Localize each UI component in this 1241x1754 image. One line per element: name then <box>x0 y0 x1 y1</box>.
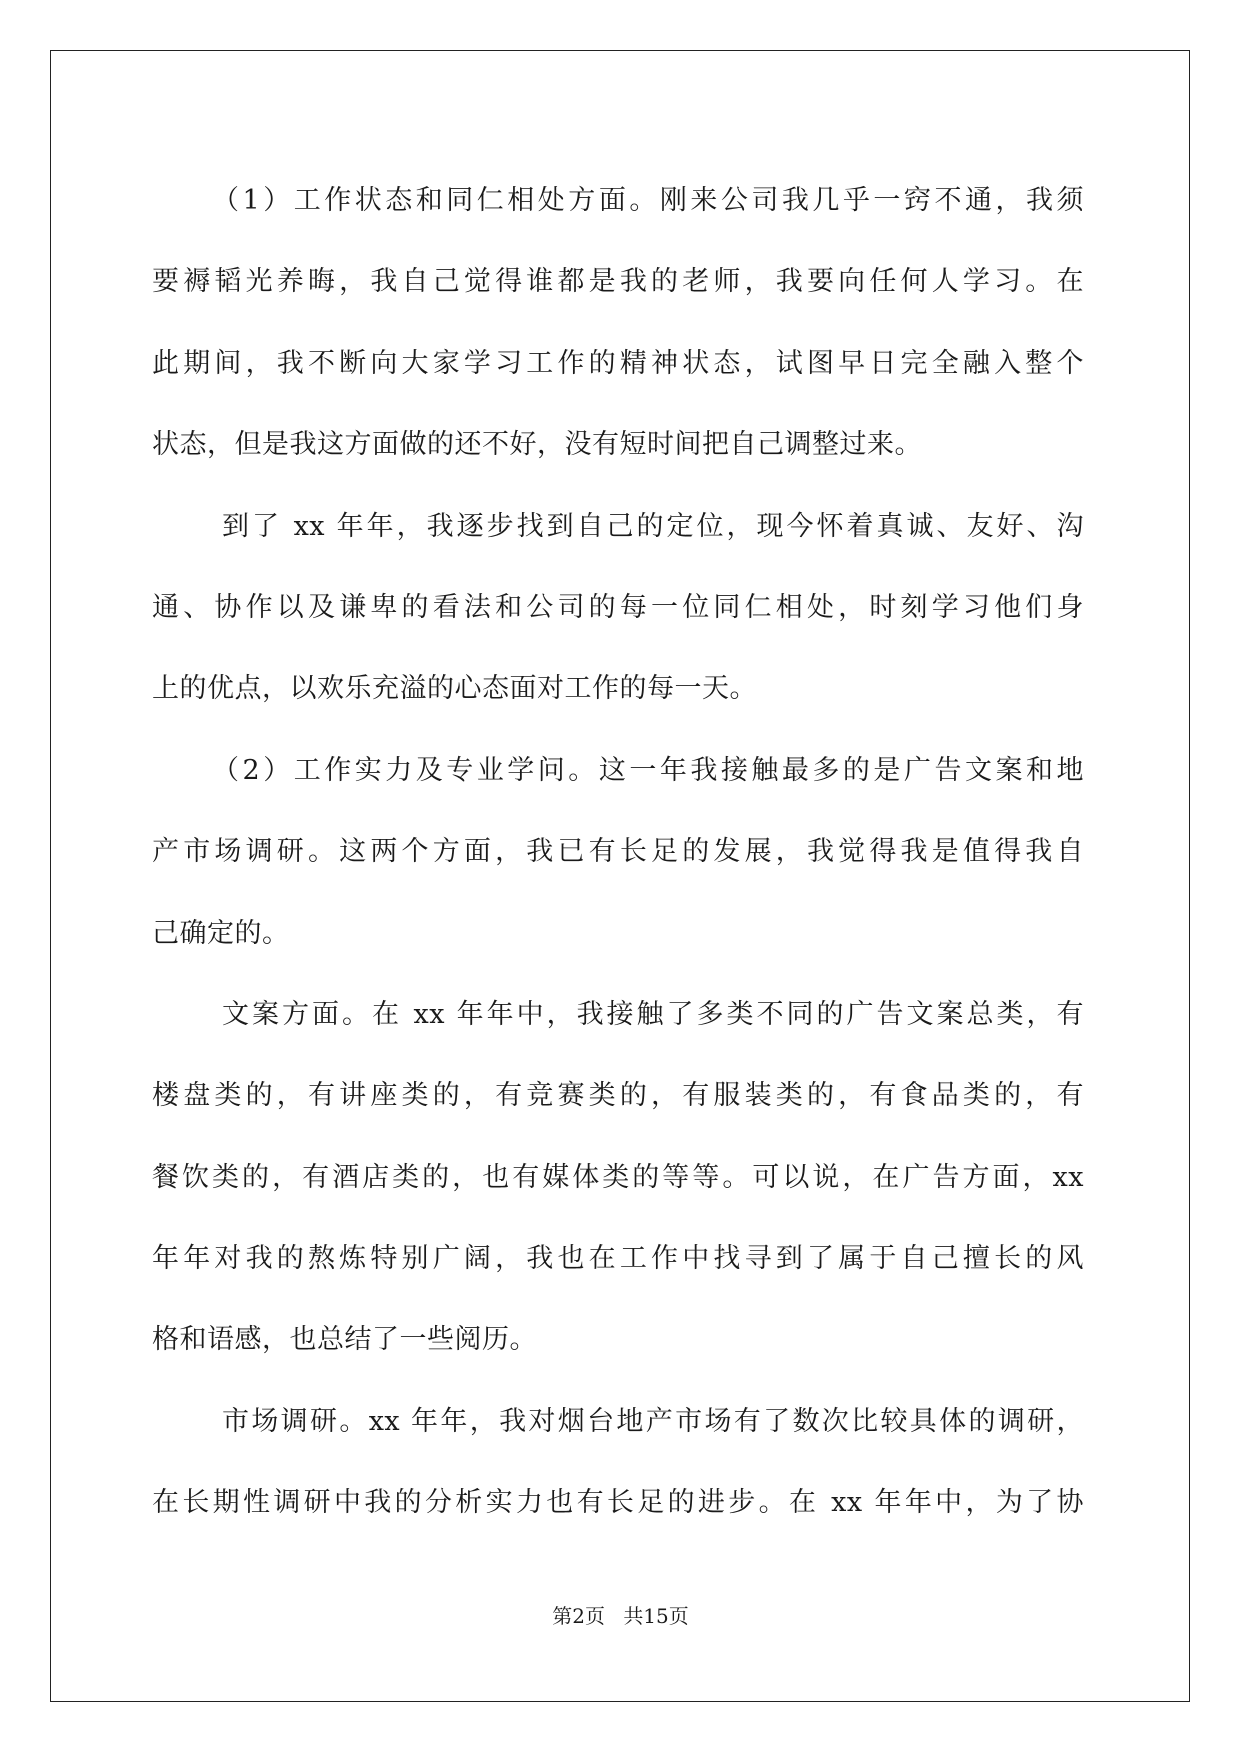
text-line: 年年对我的熬炼特别广阔，我也在工作中找寻到了属于自己擅长的风 <box>152 1243 1084 1275</box>
text-line: 产市场调研。这两个方面，我已有长足的发展，我觉得我是值得我自 <box>152 836 1084 868</box>
text-line: 状态，但是我这方面做的还不好，没有短时间把自己调整过来。 <box>152 429 922 461</box>
text-line: 餐饮类的，有酒店类的，也有媒体类的等等。可以说，在广告方面，xx <box>152 1161 1084 1193</box>
page-number: 第2页 <box>552 1604 605 1628</box>
text-line: 此期间，我不断向大家学习工作的精神状态，试图早日完全融入整个 <box>152 347 1084 379</box>
text-line: 格和语感，也总结了一些阅历。 <box>152 1324 537 1356</box>
text-line: 上的优点，以欢乐充溢的心态面对工作的每一天。 <box>152 673 757 705</box>
text-line: 文案方面。在 xx 年年中，我接触了多类不同的广告文案总类，有 <box>222 998 1084 1030</box>
text-line: 市场调研。xx 年年，我对烟台地产市场有了数次比较具体的调研， <box>222 1405 1084 1437</box>
page-total: 共15页 <box>623 1604 689 1628</box>
text-line: 要褥韬光养晦，我自己觉得谁都是我的老师，我要向任何人学习。在 <box>152 266 1084 298</box>
text-line: 楼盘类的，有讲座类的，有竞赛类的，有服装类的，有食品类的，有 <box>152 1080 1084 1112</box>
text-line: 到了 xx 年年，我逐步找到自己的定位，现今怀着真诚、友好、沟 <box>222 510 1084 542</box>
document-body <box>152 160 1084 1544</box>
text-line: （2）工作实力及专业学问。这一年我接触最多的是广告文案和地 <box>212 754 1084 786</box>
text-line: （1）工作状态和同仁相处方面。刚来公司我几乎一窍不通，我须 <box>212 185 1084 216</box>
text-line: 在长期性调研中我的分析实力也有长足的进步。在 xx 年年中，为了协 <box>152 1487 1084 1519</box>
text-line: 通、协作以及谦卑的看法和公司的每一位同仁相处，时刻学习他们身 <box>152 591 1084 623</box>
text-line: 己确定的。 <box>152 917 290 949</box>
page-footer <box>0 1600 1241 1629</box>
